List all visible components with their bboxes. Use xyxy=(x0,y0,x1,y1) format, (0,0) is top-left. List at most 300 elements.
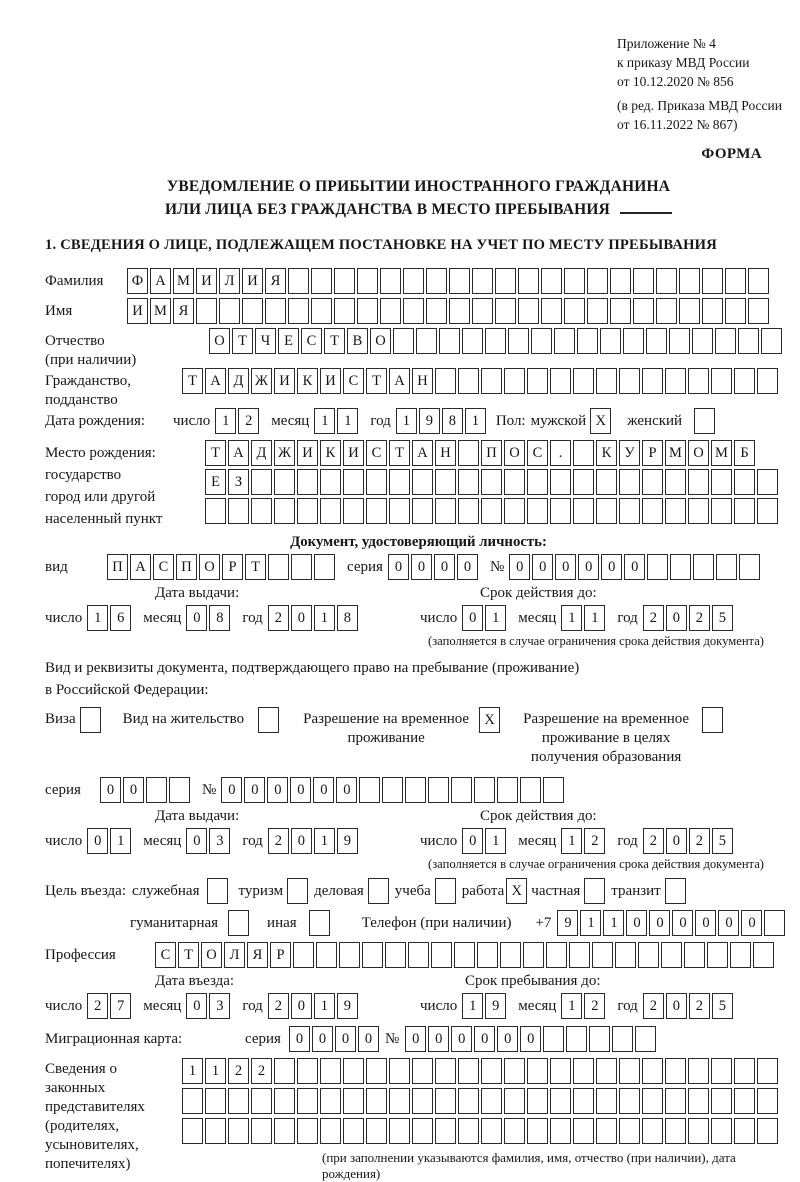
form-cell[interactable]: 8 xyxy=(442,408,463,434)
form-cell[interactable] xyxy=(734,498,755,524)
form-cell[interactable]: Т xyxy=(232,328,253,354)
form-cell[interactable]: С xyxy=(301,328,322,354)
form-cell[interactable]: 0 xyxy=(520,1026,541,1052)
form-cell[interactable] xyxy=(764,910,785,936)
form-cell[interactable] xyxy=(251,1088,272,1114)
form-cell[interactable]: К xyxy=(297,368,318,394)
form-cell[interactable] xyxy=(382,777,403,803)
form-cell[interactable] xyxy=(665,368,686,394)
form-cell[interactable] xyxy=(458,368,479,394)
form-cell[interactable]: 0 xyxy=(290,777,311,803)
form-cell[interactable] xyxy=(734,368,755,394)
form-cell[interactable]: И xyxy=(320,368,341,394)
form-cell[interactable]: 8 xyxy=(337,605,358,631)
entry-month-cells[interactable] xyxy=(186,993,230,1019)
form-cell[interactable] xyxy=(449,268,470,294)
form-cell[interactable]: 0 xyxy=(428,1026,449,1052)
form-cell[interactable]: 1 xyxy=(87,605,108,631)
form-cell[interactable] xyxy=(619,498,640,524)
form-cell[interactable] xyxy=(495,268,516,294)
form-cell[interactable] xyxy=(311,268,332,294)
form-cell[interactable] xyxy=(564,268,585,294)
form-cell[interactable]: 3 xyxy=(209,993,230,1019)
form-cell[interactable] xyxy=(573,440,594,466)
form-cell[interactable] xyxy=(403,298,424,324)
form-cell[interactable] xyxy=(320,1118,341,1144)
form-cell[interactable]: О xyxy=(688,440,709,466)
form-cell[interactable] xyxy=(449,298,470,324)
form-cell[interactable] xyxy=(462,328,483,354)
purpose-transit-checkbox[interactable] xyxy=(665,878,686,904)
form-cell[interactable] xyxy=(196,298,217,324)
form-cell[interactable] xyxy=(435,368,456,394)
form-cell[interactable]: 6 xyxy=(110,605,131,631)
form-cell[interactable] xyxy=(343,469,364,495)
form-cell[interactable]: 0 xyxy=(497,1026,518,1052)
form-cell[interactable] xyxy=(405,777,426,803)
form-cell[interactable]: Я xyxy=(247,942,268,968)
form-cell[interactable]: 0 xyxy=(434,554,455,580)
form-cell[interactable]: М xyxy=(173,268,194,294)
form-cell[interactable]: 0 xyxy=(601,554,622,580)
form-cell[interactable]: 1 xyxy=(603,910,624,936)
form-cell[interactable] xyxy=(670,554,691,580)
purpose-humanitarian-checkbox[interactable] xyxy=(228,910,249,936)
form-cell[interactable] xyxy=(343,1118,364,1144)
form-cell[interactable] xyxy=(242,298,263,324)
form-cell[interactable]: 0 xyxy=(87,828,108,854)
form-cell[interactable]: 0 xyxy=(462,828,483,854)
form-cell[interactable] xyxy=(412,1058,433,1084)
purpose-tourism-checkbox[interactable] xyxy=(287,878,308,904)
form-cell[interactable] xyxy=(734,469,755,495)
form-cell[interactable]: О xyxy=(370,328,391,354)
form-cell[interactable] xyxy=(362,942,383,968)
form-cell[interactable]: Ж xyxy=(251,368,272,394)
given-name-cells[interactable] xyxy=(127,298,769,324)
form-cell[interactable] xyxy=(761,328,782,354)
doc-valid-month-cells[interactable] xyxy=(561,605,605,631)
form-cell[interactable]: 7 xyxy=(110,993,131,1019)
form-cell[interactable] xyxy=(693,554,714,580)
form-cell[interactable] xyxy=(619,368,640,394)
form-cell[interactable]: З xyxy=(228,469,249,495)
form-cell[interactable] xyxy=(205,1088,226,1114)
form-cell[interactable]: X xyxy=(590,408,611,434)
form-cell[interactable] xyxy=(633,298,654,324)
form-cell[interactable] xyxy=(610,298,631,324)
birth-place-cells-row2[interactable] xyxy=(205,469,778,495)
form-cell[interactable] xyxy=(596,1118,617,1144)
form-cell[interactable] xyxy=(527,1088,548,1114)
form-cell[interactable]: М xyxy=(150,298,171,324)
form-cell[interactable] xyxy=(596,498,617,524)
form-cell[interactable] xyxy=(297,469,318,495)
form-cell[interactable] xyxy=(228,1118,249,1144)
form-cell[interactable] xyxy=(439,328,460,354)
form-cell[interactable] xyxy=(458,1058,479,1084)
form-cell[interactable] xyxy=(642,1058,663,1084)
form-cell[interactable] xyxy=(531,328,552,354)
form-cell[interactable]: 0 xyxy=(405,1026,426,1052)
form-cell[interactable] xyxy=(359,777,380,803)
form-cell[interactable]: 0 xyxy=(221,777,242,803)
form-cell[interactable]: 1 xyxy=(580,910,601,936)
doc-issue-month-cells[interactable] xyxy=(186,605,230,631)
form-cell[interactable] xyxy=(458,440,479,466)
form-cell[interactable] xyxy=(589,1026,610,1052)
stay-issue-month-cells[interactable] xyxy=(186,828,230,854)
form-cell[interactable] xyxy=(485,328,506,354)
form-cell[interactable]: 2 xyxy=(251,1058,272,1084)
form-cell[interactable] xyxy=(757,498,778,524)
form-cell[interactable] xyxy=(702,298,723,324)
form-cell[interactable]: 0 xyxy=(649,910,670,936)
form-cell[interactable]: Т xyxy=(178,942,199,968)
form-cell[interactable]: Д xyxy=(228,368,249,394)
form-cell[interactable]: К xyxy=(596,440,617,466)
form-cell[interactable] xyxy=(573,498,594,524)
stay-issue-day-cells[interactable] xyxy=(87,828,131,854)
form-cell[interactable] xyxy=(554,328,575,354)
form-cell[interactable] xyxy=(734,1118,755,1144)
form-cell[interactable]: Т xyxy=(182,368,203,394)
form-cell[interactable] xyxy=(748,268,769,294)
form-cell[interactable]: 0 xyxy=(626,910,647,936)
form-cell[interactable] xyxy=(288,298,309,324)
purpose-private-checkbox[interactable] xyxy=(584,878,605,904)
form-cell[interactable] xyxy=(228,910,249,936)
form-cell[interactable]: 9 xyxy=(419,408,440,434)
form-cell[interactable] xyxy=(748,298,769,324)
form-cell[interactable] xyxy=(647,554,668,580)
form-cell[interactable]: 0 xyxy=(457,554,478,580)
form-cell[interactable]: Т xyxy=(366,368,387,394)
form-cell[interactable] xyxy=(357,298,378,324)
form-cell[interactable] xyxy=(481,1058,502,1084)
form-cell[interactable] xyxy=(472,298,493,324)
form-cell[interactable] xyxy=(573,1058,594,1084)
form-cell[interactable] xyxy=(320,498,341,524)
stay-option-visa-checkbox[interactable] xyxy=(80,707,101,733)
form-cell[interactable] xyxy=(642,469,663,495)
form-cell[interactable]: И xyxy=(297,440,318,466)
form-cell[interactable]: Р xyxy=(270,942,291,968)
form-cell[interactable] xyxy=(715,328,736,354)
form-cell[interactable] xyxy=(408,942,429,968)
form-cell[interactable] xyxy=(619,1118,640,1144)
form-cell[interactable]: 9 xyxy=(485,993,506,1019)
form-cell[interactable] xyxy=(458,469,479,495)
form-cell[interactable] xyxy=(368,878,389,904)
form-cell[interactable]: 0 xyxy=(666,993,687,1019)
form-cell[interactable]: 9 xyxy=(337,828,358,854)
form-cell[interactable] xyxy=(584,878,605,904)
form-cell[interactable] xyxy=(228,1088,249,1114)
form-cell[interactable] xyxy=(550,368,571,394)
form-cell[interactable] xyxy=(412,1118,433,1144)
form-cell[interactable] xyxy=(366,469,387,495)
form-cell[interactable] xyxy=(702,707,723,733)
form-cell[interactable] xyxy=(314,554,335,580)
form-cell[interactable] xyxy=(619,1088,640,1114)
form-cell[interactable] xyxy=(527,368,548,394)
form-cell[interactable] xyxy=(725,268,746,294)
form-cell[interactable]: 1 xyxy=(396,408,417,434)
form-cell[interactable] xyxy=(268,554,289,580)
doc-issue-day-cells[interactable] xyxy=(87,605,131,631)
form-cell[interactable]: 0 xyxy=(312,1026,333,1052)
form-cell[interactable] xyxy=(435,1088,456,1114)
form-cell[interactable]: Т xyxy=(389,440,410,466)
birth-year-cells[interactable] xyxy=(396,408,486,434)
form-cell[interactable]: Р xyxy=(222,554,243,580)
form-cell[interactable] xyxy=(711,498,732,524)
form-cell[interactable]: 5 xyxy=(712,993,733,1019)
form-cell[interactable] xyxy=(320,469,341,495)
form-cell[interactable]: 0 xyxy=(123,777,144,803)
form-cell[interactable] xyxy=(596,469,617,495)
form-cell[interactable]: 9 xyxy=(557,910,578,936)
form-cell[interactable] xyxy=(642,1088,663,1114)
representatives-cells-row1[interactable] xyxy=(182,1058,792,1084)
form-cell[interactable]: 1 xyxy=(215,408,236,434)
form-cell[interactable] xyxy=(334,298,355,324)
form-cell[interactable]: Е xyxy=(278,328,299,354)
form-cell[interactable] xyxy=(481,498,502,524)
form-cell[interactable] xyxy=(316,942,337,968)
form-cell[interactable] xyxy=(541,298,562,324)
form-cell[interactable]: А xyxy=(412,440,433,466)
form-cell[interactable]: 1 xyxy=(485,605,506,631)
form-cell[interactable] xyxy=(435,498,456,524)
form-cell[interactable]: 0 xyxy=(388,554,409,580)
form-cell[interactable]: 0 xyxy=(186,993,207,1019)
form-cell[interactable] xyxy=(688,469,709,495)
representatives-cells-row3[interactable] xyxy=(182,1118,792,1144)
form-cell[interactable]: А xyxy=(150,268,171,294)
form-cell[interactable] xyxy=(596,368,617,394)
form-cell[interactable] xyxy=(297,498,318,524)
form-cell[interactable] xyxy=(435,878,456,904)
doc-valid-day-cells[interactable] xyxy=(462,605,506,631)
form-cell[interactable] xyxy=(642,368,663,394)
form-cell[interactable] xyxy=(389,469,410,495)
form-cell[interactable] xyxy=(504,498,525,524)
form-cell[interactable] xyxy=(757,368,778,394)
form-cell[interactable]: 5 xyxy=(712,605,733,631)
form-cell[interactable] xyxy=(504,1118,525,1144)
form-cell[interactable]: 8 xyxy=(209,605,230,631)
form-cell[interactable] xyxy=(518,298,539,324)
form-cell[interactable]: 2 xyxy=(268,993,289,1019)
stay-option-education-permit-checkbox[interactable] xyxy=(702,707,723,733)
form-cell[interactable] xyxy=(520,777,541,803)
form-cell[interactable] xyxy=(504,1058,525,1084)
form-cell[interactable] xyxy=(205,1118,226,1144)
form-cell[interactable] xyxy=(615,942,636,968)
form-cell[interactable] xyxy=(546,942,567,968)
stay-option-temp-permit-checkbox[interactable] xyxy=(479,707,500,733)
form-cell[interactable] xyxy=(518,268,539,294)
form-cell[interactable] xyxy=(481,368,502,394)
form-cell[interactable] xyxy=(679,298,700,324)
form-cell[interactable] xyxy=(550,1088,571,1114)
form-cell[interactable]: И xyxy=(127,298,148,324)
form-cell[interactable]: 1 xyxy=(337,408,358,434)
phone-cells[interactable] xyxy=(557,910,785,936)
form-cell[interactable] xyxy=(587,298,608,324)
form-cell[interactable] xyxy=(684,942,705,968)
form-cell[interactable]: 0 xyxy=(532,554,553,580)
form-cell[interactable] xyxy=(688,498,709,524)
sex-male-checkbox[interactable] xyxy=(590,408,611,434)
form-cell[interactable]: 2 xyxy=(584,993,605,1019)
form-cell[interactable]: 5 xyxy=(712,828,733,854)
form-cell[interactable]: Я xyxy=(265,268,286,294)
purpose-other-checkbox[interactable] xyxy=(309,910,330,936)
form-cell[interactable]: 0 xyxy=(335,1026,356,1052)
form-cell[interactable] xyxy=(635,1026,656,1052)
form-cell[interactable]: 1 xyxy=(110,828,131,854)
form-cell[interactable]: 1 xyxy=(584,605,605,631)
form-cell[interactable]: И xyxy=(242,268,263,294)
form-cell[interactable]: П xyxy=(176,554,197,580)
form-cell[interactable]: Л xyxy=(224,942,245,968)
form-cell[interactable] xyxy=(311,298,332,324)
form-cell[interactable]: 0 xyxy=(695,910,716,936)
form-cell[interactable] xyxy=(619,469,640,495)
form-cell[interactable] xyxy=(481,1088,502,1114)
form-cell[interactable] xyxy=(403,268,424,294)
form-cell[interactable] xyxy=(251,498,272,524)
stay-until-month-cells[interactable] xyxy=(561,993,605,1019)
form-cell[interactable] xyxy=(288,268,309,294)
form-cell[interactable] xyxy=(688,1058,709,1084)
form-cell[interactable] xyxy=(711,1118,732,1144)
form-cell[interactable] xyxy=(412,1088,433,1114)
form-cell[interactable] xyxy=(569,942,590,968)
form-cell[interactable] xyxy=(339,942,360,968)
form-cell[interactable] xyxy=(508,328,529,354)
form-cell[interactable]: 0 xyxy=(451,1026,472,1052)
form-cell[interactable] xyxy=(219,298,240,324)
patronymic-cells[interactable] xyxy=(209,328,782,354)
form-cell[interactable]: Т xyxy=(245,554,266,580)
form-cell[interactable] xyxy=(550,1118,571,1144)
form-cell[interactable]: 2 xyxy=(689,993,710,1019)
form-cell[interactable] xyxy=(725,298,746,324)
form-cell[interactable]: И xyxy=(274,368,295,394)
form-cell[interactable] xyxy=(435,1058,456,1084)
form-cell[interactable]: 0 xyxy=(289,1026,310,1052)
form-cell[interactable] xyxy=(291,554,312,580)
form-cell[interactable]: 2 xyxy=(584,828,605,854)
form-cell[interactable] xyxy=(679,268,700,294)
form-cell[interactable]: Ж xyxy=(274,440,295,466)
doc-issue-year-cells[interactable] xyxy=(268,605,358,631)
form-cell[interactable] xyxy=(669,328,690,354)
form-cell[interactable] xyxy=(320,1058,341,1084)
form-cell[interactable]: С xyxy=(366,440,387,466)
form-cell[interactable] xyxy=(612,1026,633,1052)
form-cell[interactable] xyxy=(343,1058,364,1084)
form-cell[interactable] xyxy=(451,777,472,803)
form-cell[interactable] xyxy=(638,942,659,968)
form-cell[interactable] xyxy=(426,268,447,294)
form-cell[interactable] xyxy=(207,878,228,904)
form-cell[interactable] xyxy=(688,368,709,394)
form-cell[interactable] xyxy=(550,469,571,495)
form-cell[interactable] xyxy=(343,498,364,524)
stay-number-cells[interactable] xyxy=(221,777,564,803)
sex-female-checkbox[interactable] xyxy=(694,408,715,434)
form-cell[interactable]: П xyxy=(107,554,128,580)
form-cell[interactable]: 2 xyxy=(238,408,259,434)
form-cell[interactable]: 0 xyxy=(313,777,334,803)
form-cell[interactable] xyxy=(564,298,585,324)
stay-valid-day-cells[interactable] xyxy=(462,828,506,854)
migration-number-cells[interactable] xyxy=(405,1026,656,1052)
form-cell[interactable] xyxy=(757,1088,778,1114)
form-cell[interactable]: О xyxy=(504,440,525,466)
form-cell[interactable]: X xyxy=(506,878,527,904)
form-cell[interactable]: 0 xyxy=(411,554,432,580)
form-cell[interactable] xyxy=(412,469,433,495)
form-cell[interactable]: С xyxy=(343,368,364,394)
form-cell[interactable] xyxy=(688,1088,709,1114)
form-cell[interactable] xyxy=(258,707,279,733)
form-cell[interactable] xyxy=(389,1088,410,1114)
form-cell[interactable] xyxy=(543,777,564,803)
form-cell[interactable]: 0 xyxy=(358,1026,379,1052)
form-cell[interactable]: О xyxy=(201,942,222,968)
form-cell[interactable] xyxy=(642,498,663,524)
form-cell[interactable]: 9 xyxy=(337,993,358,1019)
form-cell[interactable]: А xyxy=(205,368,226,394)
form-cell[interactable]: С xyxy=(155,942,176,968)
form-cell[interactable] xyxy=(711,1058,732,1084)
form-cell[interactable] xyxy=(366,498,387,524)
form-cell[interactable]: 0 xyxy=(291,993,312,1019)
form-cell[interactable]: Л xyxy=(219,268,240,294)
form-cell[interactable]: П xyxy=(481,440,502,466)
form-cell[interactable]: 0 xyxy=(509,554,530,580)
form-cell[interactable] xyxy=(458,1118,479,1144)
form-cell[interactable] xyxy=(665,878,686,904)
form-cell[interactable]: О xyxy=(209,328,230,354)
form-cell[interactable] xyxy=(481,1118,502,1144)
form-cell[interactable] xyxy=(380,268,401,294)
form-cell[interactable] xyxy=(665,1088,686,1114)
form-cell[interactable]: С xyxy=(527,440,548,466)
birth-place-cells-row1[interactable] xyxy=(205,440,778,466)
doc-number-cells[interactable] xyxy=(509,554,760,580)
form-cell[interactable] xyxy=(527,1058,548,1084)
form-cell[interactable] xyxy=(366,1088,387,1114)
form-cell[interactable]: Ч xyxy=(255,328,276,354)
entry-day-cells[interactable] xyxy=(87,993,131,1019)
form-cell[interactable]: У xyxy=(619,440,640,466)
form-cell[interactable]: А xyxy=(228,440,249,466)
birth-month-cells[interactable] xyxy=(314,408,358,434)
form-cell[interactable] xyxy=(504,1088,525,1114)
form-cell[interactable] xyxy=(389,1118,410,1144)
form-cell[interactable]: 3 xyxy=(209,828,230,854)
form-cell[interactable] xyxy=(541,268,562,294)
form-cell[interactable] xyxy=(458,1088,479,1114)
form-cell[interactable]: А xyxy=(389,368,410,394)
